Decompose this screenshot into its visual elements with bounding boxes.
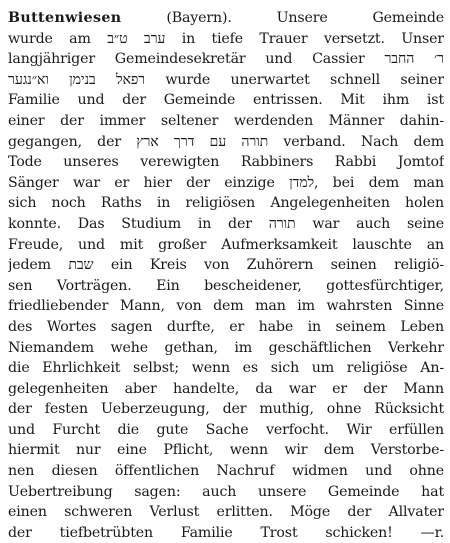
- article-line-21: und Furcht die gute Sache verfocht. Wir erfüllen: [8, 421, 444, 438]
- article-line-26: der tiefbetrübten Familie Trost schicken! —r.: [8, 524, 444, 541]
- article-line-22: hiermit nur eine Pflicht, wenn wir dem Verstorbe-: [8, 442, 444, 459]
- article-line-11: konnte. Das Studium in der תורה war auch seine: [8, 215, 444, 232]
- article-line-24: Uebertreibung sagen: auch unsere Gemeinde hat: [8, 483, 444, 500]
- article-line-19: gelegenheiten aber handelte, da war er der Mann: [8, 380, 444, 397]
- article-line-4: רפאל בנימן וא״נגער wurde unerwartet schnell seiner: [8, 71, 444, 88]
- article-line-12: Freude, und mit großer Aufmerksamkeit lauschte an: [8, 236, 444, 253]
- article-line-13: jedem שבת ein Kreis von Zuhörern seinen religiö-: [8, 257, 444, 274]
- article-line-23: nen diesen öffentlichen Nachruf widmen und ohne: [8, 463, 444, 480]
- article-line-9: Sänger war er hier der einzige למדן, bei dem man: [8, 174, 444, 191]
- article-place: Buttenwiesen: [8, 10, 122, 26]
- article-line-7: gegangen, der תורה עם דרך ארץ verband. Nach dem: [8, 133, 444, 150]
- article-line-15: friedliebender Mann, von dem man im wahrsten Sinne: [8, 298, 444, 315]
- article-line-3: langjähriger Gemeindesekretär und Cassier ר׳ החבר: [8, 51, 444, 68]
- newspaper-article: [8, 8, 444, 543]
- article-line-8: Tode unseres verewigten Rabbiners Rabbi Jomtof: [8, 154, 444, 171]
- article-line-1-text: (Bayern). Unsere Gemeinde: [121, 10, 444, 26]
- article-line-16: des Wortes sagen durfte, er habe in seinem Leben: [8, 318, 444, 335]
- article-line-20: der festen Ueberzeugung, der muthig, ohne Rücksicht: [8, 401, 444, 418]
- article-line-25: einen schweren Verlust erlitten. Möge der Allvater: [8, 504, 444, 521]
- article-line-2: wurde am ערב ט״ב in tiefe Trauer versetzt. Unser: [8, 30, 444, 47]
- article-line-14: sen Vorträgen. Ein bescheidener, gottesfürchtiger,: [8, 277, 444, 294]
- article-line-10: sich noch Raths in religiösen Angelegenheiten holen: [8, 195, 444, 212]
- article-line-5: Familie und der Gemeinde entrissen. Mit ihm ist: [8, 92, 444, 109]
- article-line-18: die Ehrlichkeit selbst; wenn es sich um religiöse An-: [8, 360, 444, 377]
- article-line-6: einer der immer seltener werdenden Männer dahin-: [8, 112, 444, 129]
- article-line-1: [8, 8, 444, 29]
- article-line-17: Niemandem wehe gethan, im geschäftlichen Verkehr: [8, 339, 444, 356]
